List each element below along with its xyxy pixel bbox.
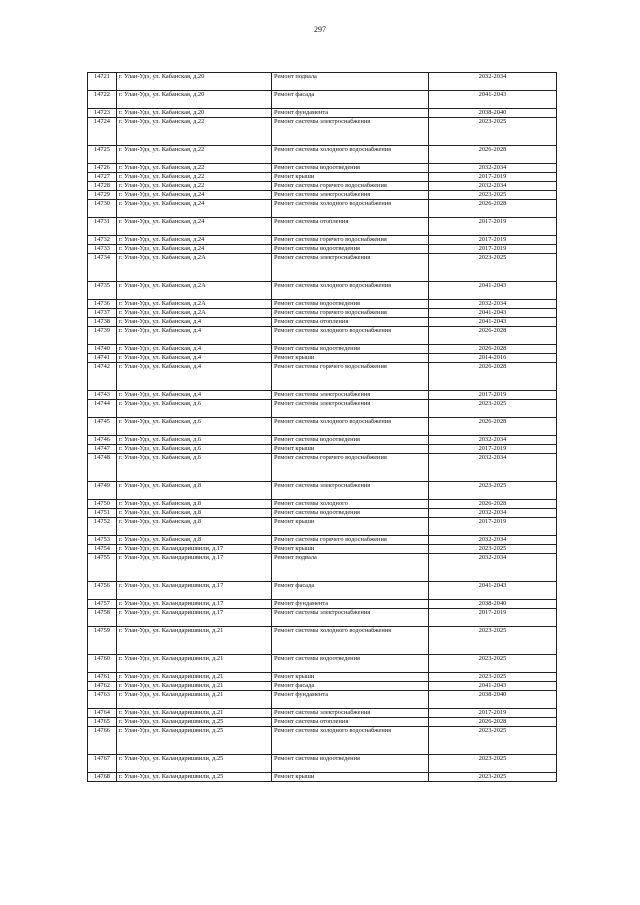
work-type-cell: Ремонт фасада [272,682,429,691]
table-row [88,718,557,727]
work-type-cell: Ремонт крыши [272,545,429,554]
work-type-cell: Ремонт системы горячего водоснабжения [272,536,429,545]
table-row [88,509,557,518]
table-row [88,236,557,245]
address-cell: г. Улан-Удэ, ул. Кабанская, д.4 [117,318,272,327]
table-row [88,454,557,482]
years-cell: 2026-2028 [429,146,557,164]
row-number-cell: 14735 [88,282,117,300]
work-type-cell: Ремонт системы горячего водоснабжения [272,454,429,482]
years-cell: 2023-2025 [429,400,557,418]
work-type-cell: Ремонт системы холодного водоснабжения [272,727,429,755]
table-row [88,191,557,200]
table-row [88,536,557,545]
years-cell: 2038-2040 [429,109,557,118]
page-number: 297 [314,25,326,34]
years-cell: 2017-2019 [429,391,557,400]
row-number-cell: 14739 [88,327,117,345]
work-type-cell: Ремонт подвала [272,73,429,91]
work-type-cell: Ремонт системы водоотведения [272,655,429,673]
work-type-cell: Ремонт системы холодного водоснабжения [272,282,429,300]
table-row [88,673,557,682]
work-type-cell: Ремонт крыши [272,673,429,682]
row-number-cell: 14759 [88,627,117,655]
address-cell: г. Улан-Удэ, ул. Кабанская, д.6 [117,445,272,454]
table-row [88,200,557,218]
years-cell: 2026-2028 [429,500,557,509]
row-number-cell: 14731 [88,218,117,236]
table-row [88,773,557,782]
table-row [88,164,557,173]
work-type-cell: Ремонт крыши [272,173,429,182]
years-cell: 2023-2025 [429,118,557,146]
address-cell: г. Улан-Удэ, ул. Каландаришвили, д.25 [117,755,272,773]
address-cell: г. Улан-Удэ, ул. Каландаришвили, д.21 [117,655,272,673]
work-type-cell: Ремонт системы электроснабжения [272,118,429,146]
work-type-cell: Ремонт системы электроснабжения [272,191,429,200]
address-cell: г. Улан-Удэ, ул. Кабанская, д.8 [117,536,272,545]
address-cell: г. Улан-Удэ, ул. Кабанская, д.20 [117,109,272,118]
row-number-cell: 14766 [88,727,117,755]
work-type-cell: Ремонт фундамента [272,600,429,609]
row-number-cell: 14761 [88,673,117,682]
work-type-cell: Ремонт системы электроснабжения [272,709,429,718]
years-cell: 2032-2034 [429,454,557,482]
row-number-cell: 14762 [88,682,117,691]
row-number-cell: 14749 [88,482,117,500]
table-row [88,73,557,91]
table-row [88,91,557,109]
address-cell: г. Улан-Удэ, ул. Каландаришвили, д.17 [117,600,272,609]
years-cell: 2032-2034 [429,73,557,91]
table-row [88,400,557,418]
work-type-cell: Ремонт крыши [272,354,429,363]
row-number-cell: 14756 [88,582,117,600]
address-cell: г. Улан-Удэ, ул. Каландаришвили, д.17 [117,609,272,627]
row-number-cell: 14763 [88,691,117,709]
table-body [88,73,557,782]
table-row [88,600,557,609]
years-cell: 2023-2025 [429,655,557,673]
address-cell: г. Улан-Удэ, ул. Кабанская, д.24 [117,245,272,254]
address-cell: г. Улан-Удэ, ул. Каландаришвили, д.25 [117,718,272,727]
table-row [88,709,557,718]
row-number-cell: 14743 [88,391,117,400]
years-cell: 2041-2043 [429,318,557,327]
table-row [88,146,557,164]
row-number-cell: 14747 [88,445,117,454]
address-cell: г. Улан-Удэ, ул. Кабанская, д.4 [117,345,272,354]
work-type-cell: Ремонт системы холодного водоснабжения [272,627,429,655]
row-number-cell: 14729 [88,191,117,200]
row-number-cell: 14724 [88,118,117,146]
table-row [88,254,557,282]
years-cell: 2023-2025 [429,545,557,554]
address-cell: г. Улан-Удэ, ул. Кабанская, д.24 [117,200,272,218]
address-cell: г. Улан-Удэ, ул. Кабанская, д.8 [117,500,272,509]
address-cell: г. Улан-Удэ, ул. Кабанская, д.4 [117,391,272,400]
years-cell: 2017-2019 [429,709,557,718]
work-type-cell: Ремонт системы холодного водоснабжения [272,200,429,218]
table-row [88,118,557,146]
work-type-cell: Ремонт системы электроснабжения [272,391,429,400]
address-cell: г. Улан-Удэ, ул. Каландаришвили, д.17 [117,582,272,600]
address-cell: г. Улан-Удэ, ул. Кабанская, д.22 [117,182,272,191]
years-cell: 2038-2040 [429,600,557,609]
row-number-cell: 14754 [88,545,117,554]
address-cell: г. Улан-Удэ, ул. Кабанская, д.2А [117,282,272,300]
table-row [88,345,557,354]
row-number-cell: 14722 [88,91,117,109]
address-cell: г. Улан-Удэ, ул. Кабанская, д.4 [117,354,272,363]
table-row [88,391,557,400]
address-cell: г. Улан-Удэ, ул. Каландаришвили, д.21 [117,709,272,718]
work-type-cell: Ремонт системы водоотведения [272,436,429,445]
years-cell: 2023-2025 [429,773,557,782]
table-row [88,500,557,509]
years-cell: 2014-2016 [429,354,557,363]
years-cell: 2032-2034 [429,182,557,191]
table-row [88,282,557,300]
row-number-cell: 14750 [88,500,117,509]
address-cell: г. Улан-Удэ, ул. Кабанская, д.22 [117,173,272,182]
years-cell: 2032-2034 [429,554,557,582]
row-number-cell: 14723 [88,109,117,118]
table-row [88,545,557,554]
years-cell: 2032-2034 [429,300,557,309]
years-cell: 2023-2025 [429,727,557,755]
row-number-cell: 14733 [88,245,117,254]
row-number-cell: 14746 [88,436,117,445]
work-type-cell: Ремонт системы водоотведения [272,300,429,309]
table-row [88,627,557,655]
table-row [88,182,557,191]
work-type-cell: Ремонт системы электроснабжения [272,482,429,500]
table-row [88,582,557,600]
row-number-cell: 14721 [88,73,117,91]
table-row [88,554,557,582]
row-number-cell: 14752 [88,518,117,536]
address-cell: г. Улан-Удэ, ул. Каландаришвили, д.17 [117,554,272,582]
years-cell: 2041-2043 [429,682,557,691]
table-row [88,518,557,536]
work-type-cell: Ремонт системы холодного водоснабжения [272,327,429,345]
table-row [88,691,557,709]
years-cell: 2038-2040 [429,691,557,709]
row-number-cell: 14734 [88,254,117,282]
address-cell: г. Улан-Удэ, ул. Кабанская, д.8 [117,518,272,536]
address-cell: г. Улан-Удэ, ул. Кабанская, д.22 [117,118,272,146]
work-type-cell: Ремонт системы водоотведения [272,245,429,254]
work-type-cell: Ремонт системы горячего водоснабжения [272,236,429,245]
address-cell: г. Улан-Удэ, ул. Кабанская, д.6 [117,454,272,482]
work-type-cell: Ремонт системы отопления [272,218,429,236]
years-cell: 2032-2034 [429,536,557,545]
work-type-cell: Ремонт системы электроснабжения [272,254,429,282]
address-cell: г. Улан-Удэ, ул. Каландаришвили, д.21 [117,682,272,691]
work-type-cell: Ремонт системы горячего водоснабжения [272,363,429,391]
row-number-cell: 14740 [88,345,117,354]
row-number-cell: 14765 [88,718,117,727]
address-cell: г. Улан-Удэ, ул. Кабанская, д.8 [117,509,272,518]
row-number-cell: 14748 [88,454,117,482]
address-cell: г. Улан-Удэ, ул. Кабанская, д.4 [117,363,272,391]
years-cell: 2017-2019 [429,236,557,245]
years-cell: 2041-2043 [429,309,557,318]
work-type-cell: Ремонт системы холодного [272,500,429,509]
years-cell: 2032-2034 [429,164,557,173]
row-number-cell: 14751 [88,509,117,518]
address-cell: г. Улан-Удэ, ул. Кабанская, д.22 [117,146,272,164]
address-cell: г. Улан-Удэ, ул. Каландаришвили, д.21 [117,673,272,682]
work-type-cell: Ремонт системы водоотведения [272,345,429,354]
address-cell: г. Улан-Удэ, ул. Кабанская, д.2А [117,300,272,309]
address-cell: г. Улан-Удэ, ул. Каландаришвили, д.25 [117,727,272,755]
years-cell: 2026-2028 [429,418,557,436]
table-row [88,327,557,345]
row-number-cell: 14760 [88,655,117,673]
years-cell: 2026-2028 [429,363,557,391]
work-type-cell: Ремонт фундамента [272,691,429,709]
years-cell: 2041-2043 [429,91,557,109]
table-row [88,436,557,445]
address-cell: г. Улан-Удэ, ул. Кабанская, д.24 [117,191,272,200]
work-type-cell: Ремонт крыши [272,773,429,782]
address-cell: г. Улан-Удэ, ул. Кабанская, д.4 [117,327,272,345]
row-number-cell: 14753 [88,536,117,545]
row-number-cell: 14757 [88,600,117,609]
table-row [88,173,557,182]
row-number-cell: 14737 [88,309,117,318]
table-row [88,245,557,254]
address-cell: г. Улан-Удэ, ул. Кабанская, д.6 [117,400,272,418]
work-type-cell: Ремонт крыши [272,518,429,536]
years-cell: 2032-2034 [429,509,557,518]
row-number-cell: 14742 [88,363,117,391]
years-cell: 2017-2019 [429,245,557,254]
row-number-cell: 14758 [88,609,117,627]
years-cell: 2017-2019 [429,218,557,236]
table-row [88,755,557,773]
address-cell: г. Улан-Удэ, ул. Каландаришвили, д.21 [117,691,272,709]
row-number-cell: 14736 [88,300,117,309]
table-row [88,318,557,327]
table-row [88,482,557,500]
row-number-cell: 14768 [88,773,117,782]
years-cell: 2023-2025 [429,482,557,500]
table-row [88,218,557,236]
work-type-cell: Ремонт системы водоотведения [272,164,429,173]
row-number-cell: 14730 [88,200,117,218]
work-type-cell: Ремонт системы горячего водоснабжения [272,309,429,318]
work-type-cell: Ремонт системы холодного водоснабжения [272,146,429,164]
work-type-cell: Ремонт системы холодного водоснабжения [272,418,429,436]
work-type-cell: Ремонт системы электроснабжения [272,609,429,627]
work-type-cell: Ремонт фасада [272,582,429,600]
years-cell: 2041-2043 [429,582,557,600]
address-cell: г. Улан-Удэ, ул. Кабанская, д.20 [117,91,272,109]
table-row [88,682,557,691]
address-cell: г. Улан-Удэ, ул. Каландаришвили, д.25 [117,773,272,782]
work-type-cell: Ремонт системы горячего водоснабжения [272,182,429,191]
row-number-cell: 14732 [88,236,117,245]
address-cell: г. Улан-Удэ, ул. Кабанская, д.24 [117,236,272,245]
row-number-cell: 14764 [88,709,117,718]
years-cell: 2023-2025 [429,673,557,682]
address-cell: г. Улан-Удэ, ул. Кабанская, д.2А [117,254,272,282]
table-row [88,609,557,627]
address-cell: г. Улан-Удэ, ул. Кабанская, д.20 [117,73,272,91]
work-type-cell: Ремонт системы водоотведения [272,755,429,773]
row-number-cell: 14744 [88,400,117,418]
work-type-cell: Ремонт системы отопления [272,718,429,727]
row-number-cell: 14727 [88,173,117,182]
table-row [88,300,557,309]
years-cell: 2032-2034 [429,436,557,445]
years-cell: 2023-2025 [429,755,557,773]
address-cell: г. Улан-Удэ, ул. Каландаришвили, д.17 [117,545,272,554]
work-type-cell: Ремонт системы водоотведения [272,509,429,518]
years-cell: 2023-2025 [429,254,557,282]
work-type-cell: Ремонт фасада [272,91,429,109]
address-cell: г. Улан-Удэ, ул. Кабанская, д.24 [117,218,272,236]
table-row [88,363,557,391]
address-cell: г. Улан-Удэ, ул. Кабанская, д.6 [117,436,272,445]
years-cell: 2017-2019 [429,445,557,454]
address-cell: г. Улан-Удэ, ул. Кабанская, д.6 [117,418,272,436]
work-type-cell: Ремонт системы электроснабжения [272,400,429,418]
years-cell: 2041-2043 [429,282,557,300]
row-number-cell: 14726 [88,164,117,173]
address-cell: г. Улан-Удэ, ул. Кабанская, д.22 [117,164,272,173]
table-row [88,354,557,363]
row-number-cell: 14741 [88,354,117,363]
years-cell: 2017-2019 [429,518,557,536]
years-cell: 2026-2028 [429,718,557,727]
row-number-cell: 14767 [88,755,117,773]
work-type-cell: Ремонт крыши [272,445,429,454]
table-row [88,418,557,436]
address-cell: г. Улан-Удэ, ул. Кабанская, д.2А [117,309,272,318]
years-cell: 2026-2028 [429,200,557,218]
row-number-cell: 14745 [88,418,117,436]
row-number-cell: 14755 [88,554,117,582]
years-cell: 2017-2019 [429,173,557,182]
repair-schedule-table [87,72,557,782]
table-row [88,727,557,755]
address-cell: г. Улан-Удэ, ул. Кабанская, д.8 [117,482,272,500]
years-cell: 2023-2025 [429,627,557,655]
years-cell: 2023-2025 [429,191,557,200]
years-cell: 2017-2019 [429,609,557,627]
table-row [88,309,557,318]
table-row [88,655,557,673]
table-row [88,445,557,454]
work-type-cell: Ремонт фундамента [272,109,429,118]
row-number-cell: 14728 [88,182,117,191]
row-number-cell: 14725 [88,146,117,164]
row-number-cell: 14738 [88,318,117,327]
years-cell: 2026-2028 [429,345,557,354]
work-type-cell: Ремонт системы отопления [272,318,429,327]
work-type-cell: Ремонт подвала [272,554,429,582]
address-cell: г. Улан-Удэ, ул. Каландаришвили, д.21 [117,627,272,655]
years-cell: 2026-2028 [429,327,557,345]
table-row [88,109,557,118]
